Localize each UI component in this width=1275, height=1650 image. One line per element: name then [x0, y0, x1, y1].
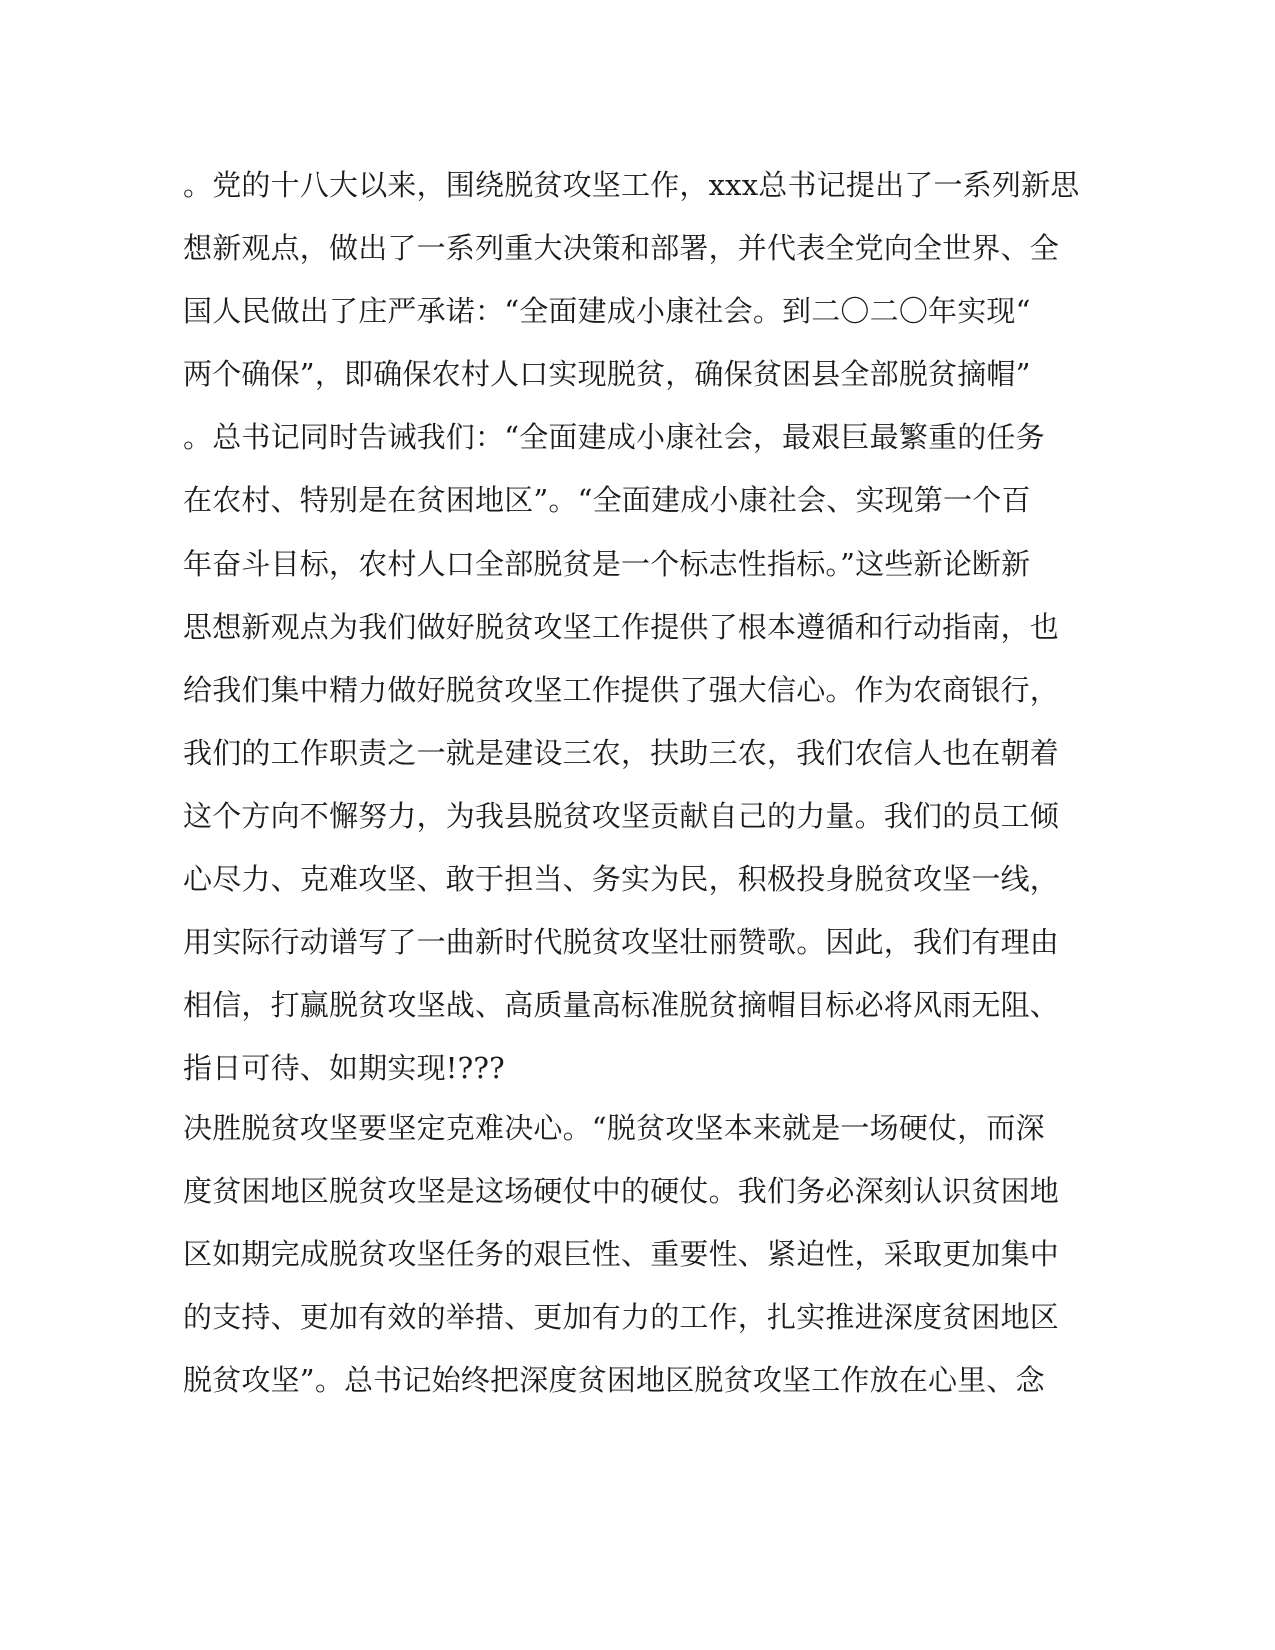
paragraph-1-line: 心尽力、克难攻坚、敢于担当、务实为民，积极投身脱贫攻坚一线， — [183, 862, 1060, 897]
paragraph-1-line: 用实际行动谱写了一曲新时代脱贫攻坚壮丽赞歌。因此，我们有理由 — [183, 925, 1060, 960]
paragraph-1-line: 想新观点，做出了一系列重大决策和部署，并代表全党向全世界、全 — [183, 231, 1060, 266]
paragraph-2-line: 度贫困地区脱贫攻坚是这场硬仗中的硬仗。我们务必深刻认识贫困地 — [183, 1174, 1060, 1209]
paragraph-1 — [183, 160, 1080, 1106]
paragraph-1-line: 相信，打赢脱贫攻坚战、高质量高标准脱贫摘帽目标必将风雨无阻、 — [183, 988, 1060, 1023]
paragraph-2-line: 的支持、更加有效的举措、更加有力的工作，扎实推进深度贫困地区 — [183, 1300, 1060, 1335]
paragraph-1-line: 这个方向不懈努力，为我县脱贫攻坚贡献自己的力量。我们的员工倾 — [183, 798, 1060, 833]
paragraph-2-line: 区如期完成脱贫攻坚任务的艰巨性、重要性、紧迫性，采取更加集中 — [183, 1237, 1060, 1272]
paragraph-1-line: 给我们集中精力做好脱贫攻坚工作提供了强大信心。作为农商银行， — [183, 672, 1060, 707]
paragraph-1-line: 。总书记同时告诫我们：“全面建成小康社会，最艰巨最繁重的任务 — [183, 420, 1045, 455]
paragraph-1-line: 指日可待、如期实现!??? — [183, 1051, 505, 1086]
paragraph-1-line: 我们的工作职责之一就是建设三农，扶助三农，我们农信人也在朝着 — [183, 735, 1060, 770]
paragraph-1-line: 年奋斗目标，农村人口全部脱贫是一个标志性指标。”这些新论断新 — [183, 546, 1031, 581]
paragraph-1-line: 国人民做出了庄严承诺：“全面建成小康社会。到二〇二〇年实现“ — [183, 294, 1031, 329]
paragraph-1-line: 两个确保”，即确保农村人口实现脱贫，确保贫困县全部脱贫摘帽” — [183, 357, 1031, 392]
paragraph-1-line: 在农村、特别是在贫困地区”。“全面建成小康社会、实现第一个百 — [183, 483, 1031, 518]
paragraph-1-line: 。党的十八大以来，围绕脱贫攻坚工作，xxx总书记提出了一系列新思 — [183, 168, 1080, 202]
paragraph-2-line: 脱贫攻坚”。总书记始终把深度贫困地区脱贫攻坚工作放在心里、念 — [183, 1363, 1045, 1398]
paragraph-1-line: 思想新观点为我们做好脱贫攻坚工作提供了根本遵循和行动指南，也 — [183, 609, 1060, 644]
paragraph-2-line: 决胜脱贫攻坚要坚定克难决心。“脱贫攻坚本来就是一场硬仗，而深 — [183, 1111, 1045, 1145]
paragraph-2 — [183, 1103, 1060, 1418]
